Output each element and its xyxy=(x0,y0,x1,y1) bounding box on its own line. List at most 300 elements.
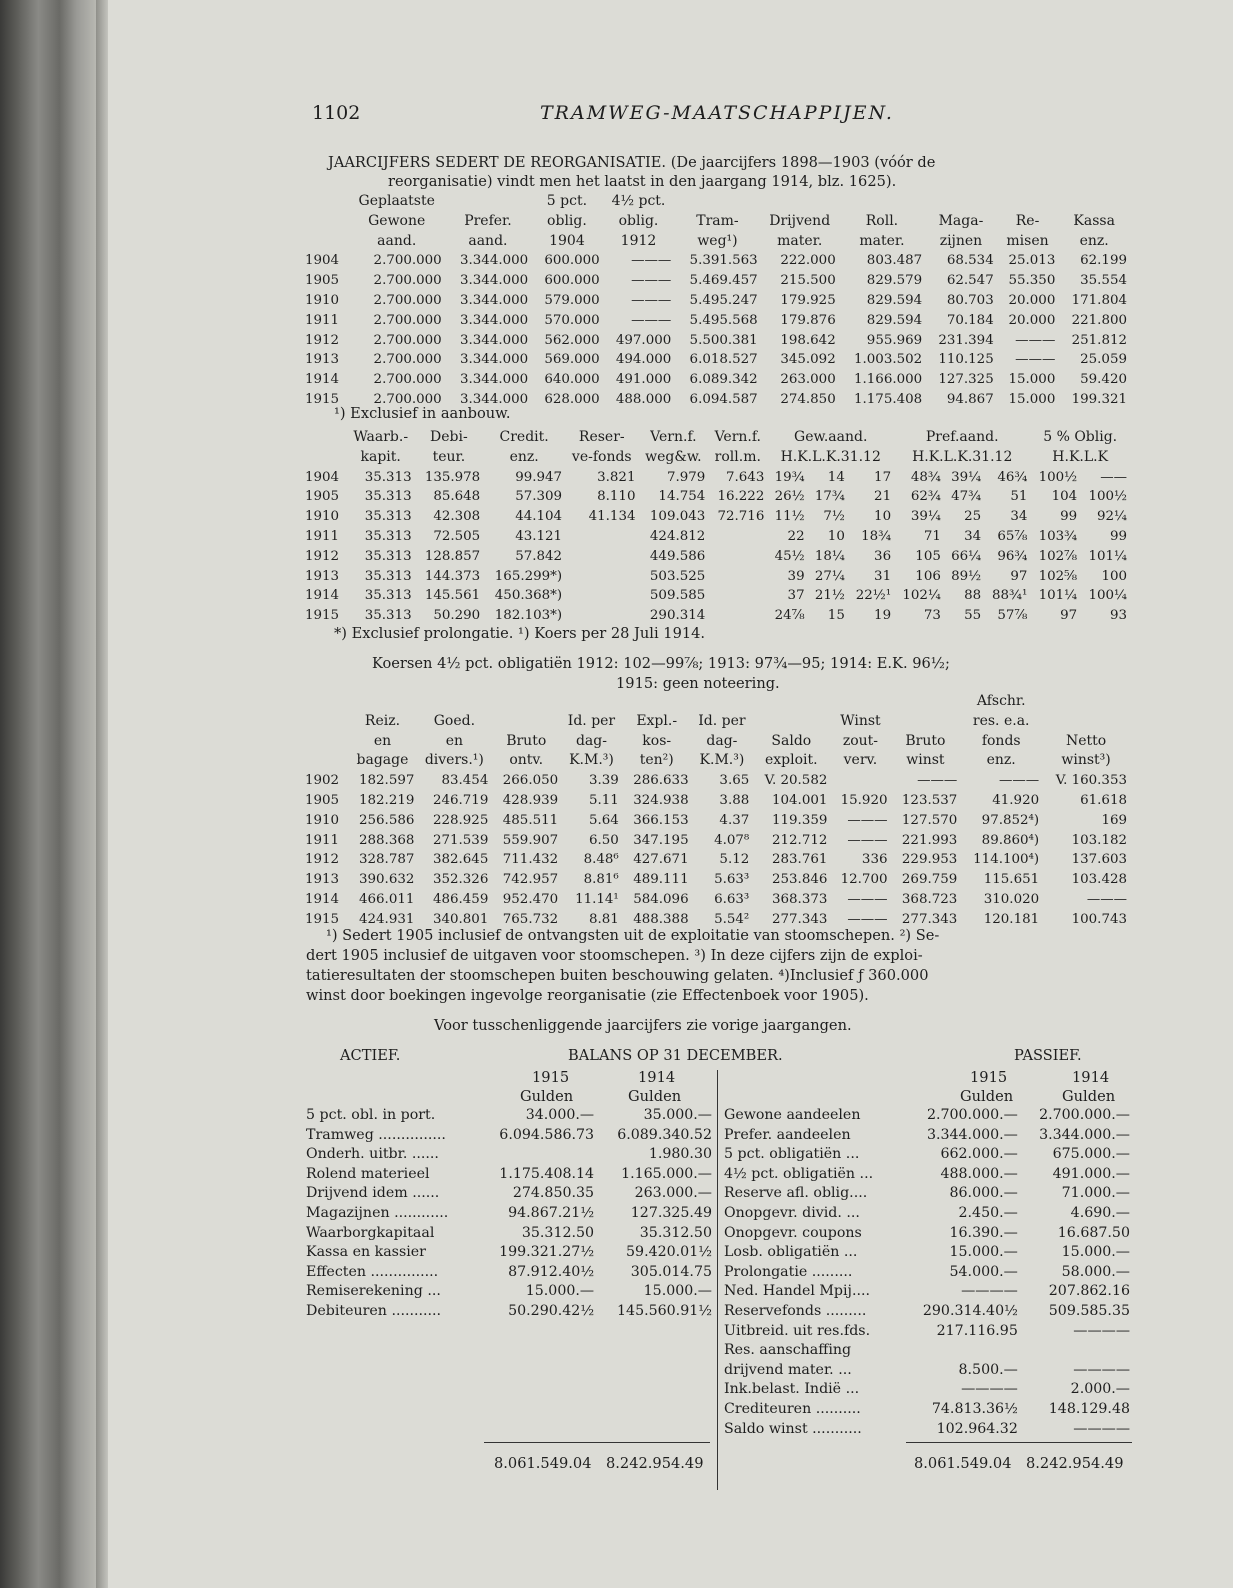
table3-cell: V. 20.582 xyxy=(764,773,828,789)
actief-row xyxy=(304,1106,714,1126)
passief-row xyxy=(722,1224,1132,1244)
passief-row xyxy=(722,1145,1132,1165)
table2-cell: 57.842 xyxy=(515,548,563,564)
table1-header-cell: Geplaatste xyxy=(358,193,435,209)
table2-cell: 7.979 xyxy=(666,469,706,485)
passief-value: 207.862.16 xyxy=(1048,1283,1130,1300)
passief-value: ———— xyxy=(961,1283,1018,1300)
table1-cell: 494.000 xyxy=(615,352,672,368)
table1-cell: 3.344.000 xyxy=(460,292,529,308)
table3-cell: 368.723 xyxy=(901,891,958,907)
passief-total-rule xyxy=(906,1442,1132,1443)
table3-cell: 310.020 xyxy=(983,891,1040,907)
table2-cell xyxy=(708,606,767,626)
actief-value: 35.000.— xyxy=(643,1107,712,1123)
table3-cell: 8.81 xyxy=(588,911,619,927)
table3-cell: 424.931 xyxy=(359,911,415,927)
passief-value: 148.129.48 xyxy=(1048,1400,1130,1417)
passief-value: ———— xyxy=(961,1381,1018,1398)
table2-cell: 55 xyxy=(964,608,982,624)
table3-cell: 3.39 xyxy=(588,773,619,789)
actief-row xyxy=(304,1126,714,1146)
table2-cell: 21½ xyxy=(814,588,845,604)
table3-cell: 15.920 xyxy=(840,792,888,808)
actief-label: Onderh. uitbr. ...... xyxy=(306,1146,439,1163)
table2-cell: 39 xyxy=(787,568,805,584)
table2-cell: 1912 xyxy=(305,548,340,564)
table3-cell: 12.700 xyxy=(840,872,888,888)
table3-cell: 765.732 xyxy=(502,911,559,927)
table3-cell: 120.181 xyxy=(983,911,1040,927)
actief-total-1914: 8.242.954.49 xyxy=(606,1455,704,1472)
table2-cell xyxy=(708,586,767,606)
actief-label: Effecten ............... xyxy=(306,1263,439,1280)
running-head: TRAMWEG-MAATSCHAPPIJEN. xyxy=(540,102,894,124)
actief-row xyxy=(304,1184,714,1204)
table2-cell: 99 xyxy=(1060,509,1078,525)
table3-header-cell: divers.¹) xyxy=(424,752,484,769)
table1-cell: 1911 xyxy=(305,312,340,328)
intro-line-2: reorganisatie) vindt men het laatst in den jaargang 1914, blz. 1625). xyxy=(388,173,897,190)
table2-header-cell: enz. xyxy=(509,448,539,465)
balance-passief xyxy=(722,1106,1132,1439)
page-number: 1102 xyxy=(312,102,361,124)
table2-cell: 145.561 xyxy=(424,588,481,604)
table3-header-row xyxy=(302,751,1130,771)
passief-value: 2.700.000.— xyxy=(1039,1107,1130,1123)
actief-label: Magazijnen ............ xyxy=(306,1204,449,1221)
table3-cell: 328.787 xyxy=(359,852,415,868)
passief-row xyxy=(722,1184,1132,1204)
passief-value: 675.000.— xyxy=(1052,1146,1130,1163)
table3-header-cell: Winst xyxy=(840,712,881,729)
table1-header-cell xyxy=(302,232,349,252)
passief-row xyxy=(722,1282,1132,1302)
table2-cell xyxy=(565,586,638,606)
actief-value: 50.290.42½ xyxy=(508,1302,595,1319)
table1-header-cell: mater. xyxy=(859,232,905,249)
table2-cell: 102¼ xyxy=(902,588,941,604)
actief-label: Debiteuren ........... xyxy=(306,1302,442,1319)
passief-value: 491.000.— xyxy=(1052,1165,1130,1182)
table3-cell: 1915 xyxy=(305,911,340,927)
table3-cell: 6.50 xyxy=(588,832,619,848)
table3-cell: 4.07⁸ xyxy=(714,832,750,848)
table3-cell: 286.633 xyxy=(633,773,689,789)
table2-cell: 7.643 xyxy=(726,469,765,485)
passief-value: 3.344.000.— xyxy=(926,1126,1018,1143)
table2-cell: 57⅞ xyxy=(997,608,1028,624)
table2-header-cell: Vern.f. xyxy=(714,429,762,445)
actief-row xyxy=(304,1224,714,1244)
table1-header-cell: Re- xyxy=(1015,212,1040,229)
table2-cell: 1910 xyxy=(305,509,340,525)
passief-label: 4½ pct. obligatiën ... xyxy=(724,1165,874,1182)
table3-cell: 6.63³ xyxy=(714,891,750,907)
table2-cell: 103¾ xyxy=(1038,528,1078,544)
table2-cell: 1914 xyxy=(305,588,340,604)
table2-cell: 1913 xyxy=(305,568,340,584)
passief-value: 71.000.— xyxy=(1061,1185,1130,1202)
table1-cell: 5.495.247 xyxy=(689,292,758,308)
table2-cell: 100½ xyxy=(1038,469,1078,485)
table1-cell: 1913 xyxy=(305,352,340,368)
table3-cell xyxy=(830,771,890,791)
table1-cell: 3.344.000 xyxy=(460,253,529,269)
table1-cell: 491.000 xyxy=(615,372,672,388)
table1-header-cell: Drijvend xyxy=(769,212,831,229)
table-row xyxy=(302,507,1130,527)
table3-cell: 489.111 xyxy=(633,872,689,888)
table1-header-cell xyxy=(839,192,925,212)
table1-cell: 829.579 xyxy=(866,273,923,289)
table3-cell: ——— xyxy=(847,891,888,907)
table3-cell: 103.428 xyxy=(1071,872,1127,888)
table3-header-cell: winst xyxy=(906,752,945,769)
passief-value: 3.344.000.— xyxy=(1039,1126,1130,1143)
table3-header-cell: en xyxy=(373,732,392,749)
passief-label: drijvend mater. ... xyxy=(724,1361,852,1378)
table3-cell: ——— xyxy=(847,812,888,828)
table2-cell: 7½ xyxy=(823,509,845,525)
passief-row xyxy=(722,1302,1132,1322)
table3-header-cell: zout- xyxy=(842,732,879,749)
table2-cell: 106 xyxy=(915,568,941,584)
table2-cell: 100 xyxy=(1101,568,1127,584)
table3-cell: 742.957 xyxy=(502,872,559,888)
table3-header-cell xyxy=(692,692,753,712)
table2-cell: 66¼ xyxy=(951,548,982,564)
table1-header-cell xyxy=(761,192,839,212)
table3-cell: 486.459 xyxy=(432,891,489,907)
balance-actief-unit-1915: Gulden xyxy=(520,1088,574,1105)
table1-cell: 274.850 xyxy=(780,391,836,407)
table2-cell: 62¾ xyxy=(910,489,941,505)
actief-row xyxy=(304,1165,714,1185)
table1-cell: 2.700.000 xyxy=(373,312,442,328)
passief-value: ———— xyxy=(1073,1322,1130,1339)
table2-cell: 89½ xyxy=(951,568,982,584)
table2-cell: 14.754 xyxy=(658,489,706,505)
table3-header-row xyxy=(302,712,1130,732)
table2-cell: 102⅝ xyxy=(1038,568,1078,584)
table2-cell: 45½ xyxy=(774,548,805,564)
table3-cell: ——— xyxy=(847,911,888,927)
table1-cell: 600.000 xyxy=(544,273,600,289)
table3-header-cell: res. e.a. xyxy=(972,712,1030,729)
actief-value: 35.312.50 xyxy=(639,1224,712,1241)
table1-cell: 263.000 xyxy=(780,372,836,388)
passief-value: 2.700.000.— xyxy=(926,1107,1018,1123)
table3-header-cell xyxy=(1042,692,1130,712)
table2-cell: 31 xyxy=(874,568,892,584)
table2-cell: 22½¹ xyxy=(855,588,892,604)
table2-header-row xyxy=(302,448,1130,468)
table3-cell: 1912 xyxy=(305,852,340,868)
table1-header-cell: Kassa xyxy=(1073,212,1115,229)
table3-cell: 1910 xyxy=(305,812,340,828)
table3-header-cell: verv. xyxy=(843,752,878,769)
table2-cell: 509.585 xyxy=(649,588,706,604)
table3-cell: 5.64 xyxy=(588,812,619,828)
table-exploitatie xyxy=(302,692,1130,930)
table3-note-1: ¹) Sedert 1905 inclusief de ontvangsten uit de exploitatie van stoomschepen. ²) Se- xyxy=(326,927,940,944)
koersen-line-2: 1915: geen noteering. xyxy=(616,675,780,692)
table1-cell: 1.003.502 xyxy=(854,352,923,368)
table1-header-cell: Roll. xyxy=(865,212,899,229)
table1-cell: 179.876 xyxy=(780,312,836,328)
table2-cell: —— xyxy=(1100,469,1127,485)
table3-header-cell xyxy=(302,751,348,771)
table-row xyxy=(302,251,1130,271)
table2-cell: 449.586 xyxy=(649,548,706,564)
actief-row xyxy=(304,1282,714,1302)
table1-cell: 15.000 xyxy=(1008,372,1056,388)
table1-cell: ——— xyxy=(1015,352,1056,368)
table3-cell: ——— xyxy=(1086,891,1127,907)
voor-note: Voor tusschenliggende jaarcijfers zie vorige jaargangen. xyxy=(434,1017,852,1034)
table3-cell: 366.153 xyxy=(633,812,689,828)
passief-row xyxy=(722,1400,1132,1420)
table3-cell: 221.993 xyxy=(901,832,958,848)
table2-cell: 1905 xyxy=(305,489,340,505)
table3-cell: 8.48⁶ xyxy=(583,852,619,868)
koersen-line-1: Koersen 4½ pct. obligatiën 1912: 102—99⅞; 1913: 97¾—95; 1914: E.K. 96½; xyxy=(372,655,950,672)
table-row xyxy=(302,271,1130,291)
table2-cell: 88 xyxy=(964,588,982,604)
table2-cell: 65⅞ xyxy=(997,528,1028,544)
balance-divider xyxy=(717,1070,718,1490)
table1-cell: 222.000 xyxy=(780,253,836,269)
table2-header-cell: kapit. xyxy=(360,448,401,465)
actief-value xyxy=(478,1145,596,1165)
table2-header-row xyxy=(302,428,1130,448)
passief-value: 74.813.36½ xyxy=(931,1400,1018,1417)
table2-cell: 57.309 xyxy=(515,489,563,505)
balance-passief-unit-1915: Gulden xyxy=(960,1088,1014,1105)
table3-cell: 229.953 xyxy=(901,852,958,868)
table2-cell: 17¾ xyxy=(814,489,845,505)
table-row xyxy=(302,890,1130,910)
table3-cell: ——— xyxy=(917,773,958,789)
table3-header-cell xyxy=(830,692,890,712)
passief-row xyxy=(722,1263,1132,1283)
intro-line-1: JAARCIJFERS SEDERT DE REORGANISATIE. (De jaarcijfers 1898—1903 (vóór de xyxy=(328,154,936,171)
passief-row xyxy=(722,1322,1132,1342)
table1-cell: 215.500 xyxy=(780,273,836,289)
table3-cell: 584.096 xyxy=(633,891,689,907)
table2-cell: 92¼ xyxy=(1096,509,1127,525)
table3-cell: 1905 xyxy=(305,792,340,808)
table2-cell: 42.308 xyxy=(433,509,481,525)
actief-total-1915: 8.061.549.04 xyxy=(494,1455,592,1472)
table-row xyxy=(302,870,1130,890)
table3-cell: 137.603 xyxy=(1071,852,1127,868)
table2-header-cell: ve-fonds xyxy=(571,448,632,465)
table2-cell: 37 xyxy=(787,588,805,604)
table1-cell: 570.000 xyxy=(544,312,600,328)
table1-cell: 803.487 xyxy=(866,253,923,269)
table3-cell: 114.100⁴) xyxy=(973,852,1040,868)
table3-header-cell: Saldo xyxy=(771,732,812,749)
actief-row xyxy=(304,1145,714,1165)
passief-label: Res. aanschaffing xyxy=(724,1342,852,1359)
table3-cell: 466.011 xyxy=(359,891,415,907)
table1-cell: 55.350 xyxy=(1008,273,1056,289)
table1-cell: 2.700.000 xyxy=(373,332,442,348)
table2-cell: 128.857 xyxy=(424,548,481,564)
table2-cell: 35.313 xyxy=(364,528,412,544)
table1-cell: 829.594 xyxy=(866,292,923,308)
passief-label: Saldo winst ........... xyxy=(724,1420,862,1437)
table2-cell: 27¼ xyxy=(814,568,845,584)
table1-cell: 62.199 xyxy=(1080,253,1127,269)
table3-cell: 952.470 xyxy=(502,891,559,907)
actief-total-rule xyxy=(484,1442,710,1443)
passief-label: Gewone aandeelen xyxy=(724,1107,861,1123)
table1-cell: 199.321 xyxy=(1071,391,1127,407)
table2-cell: 39¼ xyxy=(910,509,941,525)
table3-header-cell xyxy=(348,692,418,712)
table3-cell: V. 160.353 xyxy=(1055,773,1127,789)
table1-cell: 1905 xyxy=(305,273,340,289)
passief-row xyxy=(722,1106,1132,1126)
table2-cell: 15 xyxy=(827,608,845,624)
table1-cell: 829.594 xyxy=(866,312,923,328)
table2-cell xyxy=(708,527,767,547)
passief-value: 54.000.— xyxy=(949,1263,1018,1280)
passief-row xyxy=(722,1380,1132,1400)
actief-label: Remiserekening ... xyxy=(306,1283,441,1300)
table1-cell: 70.184 xyxy=(946,312,994,328)
table3-header-cell xyxy=(302,712,348,732)
actief-label: 5 pct. obl. in port. xyxy=(306,1107,436,1123)
table2-cell: 35.313 xyxy=(364,568,412,584)
actief-row xyxy=(304,1243,714,1263)
table1-header-row xyxy=(302,212,1130,232)
table2-cell: 35.313 xyxy=(364,509,412,525)
table1-cell: 2.700.000 xyxy=(373,292,442,308)
table2-header-cell: H.K.L.K xyxy=(1052,448,1109,465)
table3-header-cell: en xyxy=(445,732,464,749)
table2-cell: 19 xyxy=(874,608,892,624)
table2-header-cell: Credit. xyxy=(499,429,549,445)
table1-cell: 562.000 xyxy=(544,332,600,348)
table1-header-cell: Maga- xyxy=(938,212,984,229)
table1-cell: 3.344.000 xyxy=(460,332,529,348)
balance-passief-unit-1914: Gulden xyxy=(1062,1088,1116,1105)
table2-header-cell: Gew.aand. xyxy=(794,429,868,445)
actief-value: 1.175.408.14 xyxy=(499,1165,595,1182)
actief-value: 1.165.000.— xyxy=(621,1165,712,1182)
table3-header-cell: Id. per xyxy=(698,712,746,729)
table1-cell: 5.495.568 xyxy=(689,312,758,328)
table2-header-cell: Vern.f. xyxy=(650,429,697,445)
table2-cell: 25 xyxy=(964,509,982,525)
table3-cell: 103.182 xyxy=(1071,832,1127,848)
table1-header-cell: zijnen xyxy=(939,232,983,249)
table1-header-cell xyxy=(302,192,349,212)
actief-value: 35.312.50 xyxy=(521,1224,595,1241)
table3-cell: 61.618 xyxy=(1080,792,1127,808)
passief-row xyxy=(722,1361,1132,1381)
table3-cell: 41.920 xyxy=(992,792,1040,808)
table3-cell: 5.11 xyxy=(588,792,619,808)
table2-cell: 47¾ xyxy=(951,489,982,505)
table-row xyxy=(302,370,1130,390)
table1-header-cell xyxy=(674,192,760,212)
table1-cell: 1912 xyxy=(305,332,340,348)
table2-cell: 72.505 xyxy=(433,528,481,544)
passief-label: Reserve afl. oblig.... xyxy=(724,1185,868,1202)
passief-label: Prolongatie ......... xyxy=(724,1263,853,1280)
table1-header-cell: oblig. xyxy=(618,212,659,229)
table3-cell: 485.511 xyxy=(502,812,559,828)
passief-value: 4.690.— xyxy=(1070,1204,1130,1221)
table1-header-cell xyxy=(1058,192,1130,212)
table-row xyxy=(302,791,1130,811)
table3-cell: 97.852⁴) xyxy=(981,812,1040,828)
table3-cell: 427.671 xyxy=(633,852,689,868)
table2-cell: 1904 xyxy=(305,469,340,485)
passief-total-1915: 8.061.549.04 xyxy=(914,1455,1012,1472)
table1-header-cell: 5 pct. xyxy=(546,193,588,209)
table1-cell: ——— xyxy=(631,273,672,289)
table2-cell xyxy=(708,567,767,587)
table3-header-cell: exploit. xyxy=(765,752,818,769)
table2-header-cell: Waarb.- xyxy=(353,429,409,445)
table1-header-cell: Gewone xyxy=(368,212,426,229)
table2-cell: 3.821 xyxy=(597,469,636,485)
table3-cell: 711.432 xyxy=(502,852,559,868)
table-row xyxy=(302,547,1130,567)
table1-cell: 1.166.000 xyxy=(854,372,923,388)
actief-label: Rolend materieel xyxy=(306,1165,430,1182)
table2-cell: 26½ xyxy=(774,489,805,505)
table1-cell: 15.000 xyxy=(1008,391,1056,407)
table1-cell: 94.867 xyxy=(946,391,994,407)
passief-value: ———— xyxy=(1073,1420,1130,1437)
table3-note-3: tatieresultaten der stoomschepen buiten beschouwing gelaten. ⁴)Inclusief ƒ 360.000 xyxy=(306,967,929,984)
table1-cell: 3.344.000 xyxy=(460,273,529,289)
table2-note: *) Exclusief prolongatie. ¹) Koers per 28 Juli 1914. xyxy=(334,625,706,642)
table3-header-cell: dag- xyxy=(575,732,607,749)
table3-header-cell: Afschr. xyxy=(976,693,1026,709)
table1-cell: 62.547 xyxy=(946,273,994,289)
table3-cell: 352.326 xyxy=(432,872,489,888)
table1-cell: 488.000 xyxy=(615,391,672,407)
table3-cell: 368.373 xyxy=(772,891,828,907)
passief-total-1914: 8.242.954.49 xyxy=(1026,1455,1124,1472)
table2-cell xyxy=(708,547,767,567)
table1-header-cell xyxy=(925,192,997,212)
table2-header-cell: H.K.L.K.31.12 xyxy=(780,448,881,465)
table3-header-cell: Reiz. xyxy=(364,712,401,729)
table2-cell: 10 xyxy=(827,528,845,544)
table2-header-cell: roll.m. xyxy=(714,448,761,465)
table3-cell: 1913 xyxy=(305,872,340,888)
table3-cell: 1902 xyxy=(305,773,340,789)
passief-label: Losb. obligatiën ... xyxy=(724,1244,858,1261)
table1-header-cell: 1904 xyxy=(549,232,585,249)
passief-value: 16.687.50 xyxy=(1057,1224,1130,1241)
passief-value: 509.585.35 xyxy=(1048,1302,1130,1319)
table1-header-row xyxy=(302,232,1130,252)
table1-cell: 6.094.587 xyxy=(689,391,758,407)
table1-cell: 5.500.381 xyxy=(689,332,758,348)
actief-label: Waarborgkapitaal xyxy=(306,1224,435,1241)
table1-header-cell: enz. xyxy=(1079,232,1109,249)
